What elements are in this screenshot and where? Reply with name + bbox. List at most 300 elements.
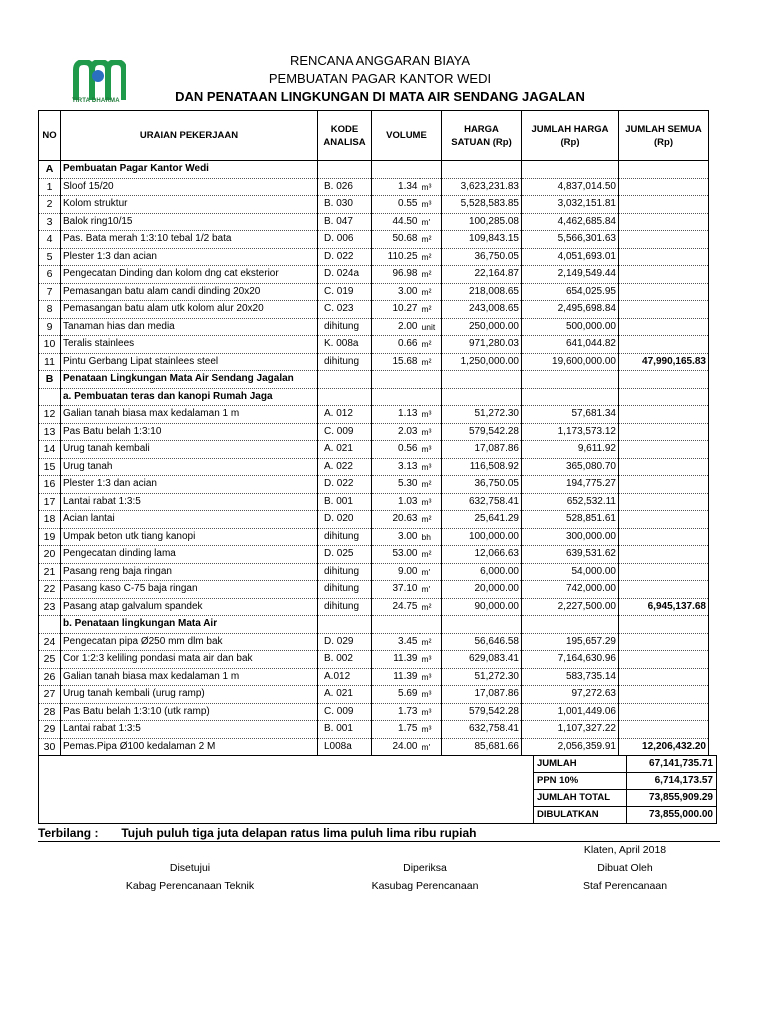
row-unit: m³ bbox=[420, 406, 442, 424]
row-no: 18 bbox=[39, 511, 61, 529]
table-row bbox=[39, 301, 709, 319]
row-harga-satuan: 632,758.41 bbox=[442, 493, 522, 511]
table-row bbox=[39, 371, 709, 389]
row-kode: dihitung bbox=[318, 528, 372, 546]
row-desc: Plester 1:3 dan acian bbox=[61, 476, 318, 494]
row-no: 12 bbox=[39, 406, 61, 424]
row-jumlah-semua bbox=[619, 511, 709, 529]
table-row bbox=[39, 563, 709, 581]
row-jumlah-harga: 2,149,549.44 bbox=[522, 266, 619, 284]
row-jumlah-harga: 528,851.61 bbox=[522, 511, 619, 529]
row-no: 8 bbox=[39, 301, 61, 319]
row-harga-satuan: 243,008.65 bbox=[442, 301, 522, 319]
row-jumlah-semua bbox=[619, 668, 709, 686]
row-kode: D. 025 bbox=[318, 546, 372, 564]
row-unit: m' bbox=[420, 563, 442, 581]
row-volume: 1.34 bbox=[372, 178, 420, 196]
row-jumlah-harga: 1,107,327.22 bbox=[522, 721, 619, 739]
summary-label: DIBULATKAN bbox=[534, 807, 627, 824]
row-kode: B. 030 bbox=[318, 196, 372, 214]
row-unit: unit bbox=[420, 318, 442, 336]
table-row bbox=[39, 458, 709, 476]
row-harga-satuan: 17,087.86 bbox=[442, 441, 522, 459]
table-body bbox=[39, 161, 709, 756]
summary-label: JUMLAH TOTAL bbox=[534, 790, 627, 807]
row-jumlah-harga: 54,000.00 bbox=[522, 563, 619, 581]
row-no: 28 bbox=[39, 703, 61, 721]
row-unit: m³ bbox=[420, 668, 442, 686]
row-desc: Pengecatan pipa Ø250 mm dlm bak bbox=[61, 633, 318, 651]
row-kode: B. 002 bbox=[318, 651, 372, 669]
row-desc: Galian tanah biasa max kedalaman 1 m bbox=[61, 668, 318, 686]
row-jumlah-semua bbox=[619, 493, 709, 511]
terbilang-text: Tujuh puluh tiga juta delapan ratus lima puluh lima ribu rupiah bbox=[121, 826, 477, 840]
doc-subtitle: PEMBUATAN PAGAR KANTOR WEDI bbox=[268, 71, 492, 86]
row-jumlah-harga: 1,001,449.06 bbox=[522, 703, 619, 721]
table-row bbox=[39, 581, 709, 599]
row-harga-satuan: 6,000.00 bbox=[442, 563, 522, 581]
row-volume: 53.00 bbox=[372, 546, 420, 564]
row-unit: m² bbox=[420, 248, 442, 266]
row-jumlah-harga: 654,025.95 bbox=[522, 283, 619, 301]
table-row bbox=[39, 493, 709, 511]
row-jumlah-harga: 9,611.92 bbox=[522, 441, 619, 459]
row-unit: m² bbox=[420, 266, 442, 284]
row-unit bbox=[420, 371, 442, 389]
row-jumlah-harga: 365,080.70 bbox=[522, 458, 619, 476]
row-kode: D. 020 bbox=[318, 511, 372, 529]
table-row bbox=[39, 161, 709, 179]
row-jumlah-harga: 300,000.00 bbox=[522, 528, 619, 546]
row-harga-satuan bbox=[442, 161, 522, 179]
row-jumlah-harga bbox=[522, 616, 619, 634]
row-desc: Pasang kaso C-75 baja ringan bbox=[61, 581, 318, 599]
row-volume: 0.55 bbox=[372, 196, 420, 214]
table-row bbox=[39, 721, 709, 739]
place-date: Klaten, April 2018 bbox=[583, 844, 667, 856]
row-harga-satuan: 218,008.65 bbox=[442, 283, 522, 301]
table-row bbox=[39, 476, 709, 494]
row-harga-satuan: 5,528,583.85 bbox=[442, 196, 522, 214]
row-kode: A. 012 bbox=[318, 406, 372, 424]
table-row bbox=[39, 686, 709, 704]
row-unit bbox=[420, 616, 442, 634]
row-harga-satuan: 250,000.00 bbox=[442, 318, 522, 336]
row-kode: dihitung bbox=[318, 318, 372, 336]
row-unit: m² bbox=[420, 353, 442, 371]
row-jumlah-semua: 12,206,432.20 bbox=[619, 738, 709, 756]
row-harga-satuan: 971,280.03 bbox=[442, 336, 522, 354]
row-harga-satuan: 20,000.00 bbox=[442, 581, 522, 599]
approved-title: Disetujui bbox=[169, 862, 211, 874]
row-no: 20 bbox=[39, 546, 61, 564]
row-harga-satuan: 22,164.87 bbox=[442, 266, 522, 284]
terbilang-label: Terbilang : bbox=[38, 826, 99, 840]
row-unit: m² bbox=[420, 511, 442, 529]
row-no: 19 bbox=[39, 528, 61, 546]
row-jumlah-semua bbox=[619, 318, 709, 336]
table-row bbox=[39, 616, 709, 634]
row-volume: 96.98 bbox=[372, 266, 420, 284]
row-volume bbox=[372, 388, 420, 406]
doc-title: RENCANA ANGGARAN BIAYA bbox=[289, 53, 471, 68]
row-harga-satuan: 109,843.15 bbox=[442, 231, 522, 249]
row-kode: C. 009 bbox=[318, 423, 372, 441]
row-jumlah-semua bbox=[619, 266, 709, 284]
row-desc: Balok ring10/15 bbox=[61, 213, 318, 231]
row-harga-satuan: 579,542.28 bbox=[442, 423, 522, 441]
row-desc: Urug tanah kembali bbox=[61, 441, 318, 459]
table-row bbox=[39, 406, 709, 424]
col-kode: KODE ANALISA bbox=[318, 111, 372, 161]
row-volume: 2.00 bbox=[372, 318, 420, 336]
row-desc: Pemasangan batu alam candi dinding 20x20 bbox=[61, 283, 318, 301]
row-jumlah-semua bbox=[619, 581, 709, 599]
row-no: 26 bbox=[39, 668, 61, 686]
row-desc: Tanaman hias dan media bbox=[61, 318, 318, 336]
row-unit: m² bbox=[420, 283, 442, 301]
row-no: 6 bbox=[39, 266, 61, 284]
col-no: NO bbox=[39, 111, 61, 161]
row-harga-satuan: 1,250,000.00 bbox=[442, 353, 522, 371]
row-desc: Pasang atap galvalum spandek bbox=[61, 598, 318, 616]
row-harga-satuan: 25,641.29 bbox=[442, 511, 522, 529]
col-volume: VOLUME bbox=[372, 111, 442, 161]
row-harga-satuan: 51,272.30 bbox=[442, 406, 522, 424]
row-volume: 1.73 bbox=[372, 703, 420, 721]
row-jumlah-semua: 6,945,137.68 bbox=[619, 598, 709, 616]
row-jumlah-harga: 639,531.62 bbox=[522, 546, 619, 564]
row-jumlah-harga: 4,462,685.84 bbox=[522, 213, 619, 231]
row-desc: a. Pembuatan teras dan kanopi Rumah Jaga bbox=[61, 388, 318, 406]
row-jumlah-harga: 652,532.11 bbox=[522, 493, 619, 511]
row-desc: Pasang reng baja ringan bbox=[61, 563, 318, 581]
summary-spacer bbox=[39, 790, 534, 807]
row-harga-satuan: 90,000.00 bbox=[442, 598, 522, 616]
row-volume: 11.39 bbox=[372, 651, 420, 669]
row-kode: D. 022 bbox=[318, 248, 372, 266]
row-desc: b. Penataan lingkungan Mata Air bbox=[61, 616, 318, 634]
row-harga-satuan: 579,542.28 bbox=[442, 703, 522, 721]
row-harga-satuan: 100,000.00 bbox=[442, 528, 522, 546]
row-volume: 44.50 bbox=[372, 213, 420, 231]
row-kode: C. 023 bbox=[318, 301, 372, 319]
row-jumlah-harga: 57,681.34 bbox=[522, 406, 619, 424]
table-row bbox=[39, 546, 709, 564]
row-unit: m³ bbox=[420, 178, 442, 196]
approved-role: Kabag Perencanaan Teknik bbox=[125, 880, 255, 892]
row-jumlah-harga: 195,657.29 bbox=[522, 633, 619, 651]
row-volume: 3.00 bbox=[372, 283, 420, 301]
table-row bbox=[39, 651, 709, 669]
row-jumlah-semua bbox=[619, 651, 709, 669]
row-harga-satuan: 629,083.41 bbox=[442, 651, 522, 669]
row-harga-satuan: 17,087.86 bbox=[442, 686, 522, 704]
row-jumlah-harga: 19,600,000.00 bbox=[522, 353, 619, 371]
row-harga-satuan: 12,066.63 bbox=[442, 546, 522, 564]
table-row bbox=[39, 336, 709, 354]
row-no: 15 bbox=[39, 458, 61, 476]
row-jumlah-harga bbox=[522, 161, 619, 179]
row-unit: m³ bbox=[420, 493, 442, 511]
row-no: 21 bbox=[39, 563, 61, 581]
row-jumlah-harga: 2,495,698.84 bbox=[522, 301, 619, 319]
row-desc: Lantai rabat 1:3:5 bbox=[61, 493, 318, 511]
col-jumlah-semua: JUMLAH SEMUA (Rp) bbox=[619, 111, 709, 161]
row-desc: Pas Batu belah 1:3:10 (utk ramp) bbox=[61, 703, 318, 721]
row-jumlah-semua bbox=[619, 458, 709, 476]
row-no: 5 bbox=[39, 248, 61, 266]
table-row bbox=[39, 213, 709, 231]
document-header bbox=[0, 52, 768, 112]
table-row bbox=[39, 703, 709, 721]
row-kode: A.012 bbox=[318, 668, 372, 686]
row-desc: Teralis stainlees bbox=[61, 336, 318, 354]
row-volume: 24.75 bbox=[372, 598, 420, 616]
row-jumlah-semua bbox=[619, 633, 709, 651]
row-desc: Pembuatan Pagar Kantor Wedi bbox=[61, 161, 318, 179]
row-volume: 110.25 bbox=[372, 248, 420, 266]
col-jumlah-harga: JUMLAH HARGA (Rp) bbox=[522, 111, 619, 161]
row-kode: C. 009 bbox=[318, 703, 372, 721]
row-unit: m² bbox=[420, 633, 442, 651]
row-kode bbox=[318, 616, 372, 634]
row-jumlah-semua bbox=[619, 703, 709, 721]
row-desc: Urug tanah kembali (urug ramp) bbox=[61, 686, 318, 704]
row-no: 17 bbox=[39, 493, 61, 511]
row-jumlah-semua bbox=[619, 686, 709, 704]
row-jumlah-semua bbox=[619, 336, 709, 354]
row-jumlah-harga: 97,272.63 bbox=[522, 686, 619, 704]
row-desc: Urug tanah bbox=[61, 458, 318, 476]
row-jumlah-semua: 47,990,165.83 bbox=[619, 353, 709, 371]
row-desc: Pengecatan Dinding dan kolom dng cat eksterior bbox=[61, 266, 318, 284]
row-unit: m³ bbox=[420, 703, 442, 721]
row-harga-satuan: 36,750.05 bbox=[442, 248, 522, 266]
table-row bbox=[39, 231, 709, 249]
row-unit: m² bbox=[420, 598, 442, 616]
table-row bbox=[39, 318, 709, 336]
row-unit: m³ bbox=[420, 721, 442, 739]
doc-subtitle-2: DAN PENATAAN LINGKUNGAN DI MATA AIR SENDANG JAGALAN bbox=[175, 89, 585, 104]
row-no: 10 bbox=[39, 336, 61, 354]
row-harga-satuan: 56,646.58 bbox=[442, 633, 522, 651]
row-unit: m³ bbox=[420, 686, 442, 704]
row-jumlah-semua bbox=[619, 476, 709, 494]
row-jumlah-semua bbox=[619, 563, 709, 581]
table-row bbox=[39, 511, 709, 529]
row-harga-satuan: 36,750.05 bbox=[442, 476, 522, 494]
row-jumlah-harga: 641,044.82 bbox=[522, 336, 619, 354]
row-volume: 3.00 bbox=[372, 528, 420, 546]
row-volume: 10.27 bbox=[372, 301, 420, 319]
row-kode: A. 021 bbox=[318, 686, 372, 704]
row-no: 2 bbox=[39, 196, 61, 214]
row-unit: m² bbox=[420, 476, 442, 494]
row-harga-satuan: 632,758.41 bbox=[442, 721, 522, 739]
table-row bbox=[39, 196, 709, 214]
row-kode: B. 026 bbox=[318, 178, 372, 196]
row-kode: dihitung bbox=[318, 563, 372, 581]
col-uraian: URAIAN PEKERJAAN bbox=[61, 111, 318, 161]
row-unit: m³ bbox=[420, 441, 442, 459]
row-unit: m³ bbox=[420, 651, 442, 669]
row-kode: A. 022 bbox=[318, 458, 372, 476]
row-no: 25 bbox=[39, 651, 61, 669]
checked-role: Kasubag Perencanaan bbox=[371, 880, 479, 892]
row-jumlah-harga: 5,566,301.63 bbox=[522, 231, 619, 249]
row-desc: Penataan Lingkungan Mata Air Sendang Jagalan bbox=[61, 371, 318, 389]
row-unit: bh bbox=[420, 528, 442, 546]
table-row bbox=[39, 283, 709, 301]
row-kode bbox=[318, 388, 372, 406]
terbilang-line bbox=[38, 824, 720, 842]
row-jumlah-harga: 3,032,151.81 bbox=[522, 196, 619, 214]
row-volume: 1.75 bbox=[372, 721, 420, 739]
row-jumlah-harga: 4,837,014.50 bbox=[522, 178, 619, 196]
row-unit bbox=[420, 161, 442, 179]
row-no bbox=[39, 616, 61, 634]
row-kode: dihitung bbox=[318, 353, 372, 371]
row-no: 23 bbox=[39, 598, 61, 616]
row-no: 11 bbox=[39, 353, 61, 371]
row-kode: D. 022 bbox=[318, 476, 372, 494]
budget-table bbox=[38, 110, 709, 756]
row-unit: m² bbox=[420, 546, 442, 564]
row-jumlah-semua bbox=[619, 371, 709, 389]
row-harga-satuan: 85,681.66 bbox=[442, 738, 522, 756]
row-jumlah-semua bbox=[619, 248, 709, 266]
row-volume: 3.45 bbox=[372, 633, 420, 651]
row-no: 16 bbox=[39, 476, 61, 494]
row-kode: dihitung bbox=[318, 581, 372, 599]
summary-value: 73,855,000.00 bbox=[627, 807, 717, 824]
row-volume bbox=[372, 616, 420, 634]
row-desc: Kolom struktur bbox=[61, 196, 318, 214]
row-jumlah-semua bbox=[619, 441, 709, 459]
row-no: 22 bbox=[39, 581, 61, 599]
row-unit: m² bbox=[420, 301, 442, 319]
row-no: 9 bbox=[39, 318, 61, 336]
row-harga-satuan bbox=[442, 371, 522, 389]
row-harga-satuan: 116,508.92 bbox=[442, 458, 522, 476]
row-desc: Acian lantai bbox=[61, 511, 318, 529]
row-jumlah-semua bbox=[619, 231, 709, 249]
row-desc: Umpak beton utk tiang kanopi bbox=[61, 528, 318, 546]
row-jumlah-harga bbox=[522, 371, 619, 389]
row-harga-satuan bbox=[442, 616, 522, 634]
table-row bbox=[39, 598, 709, 616]
row-no: 24 bbox=[39, 633, 61, 651]
row-unit: m³ bbox=[420, 196, 442, 214]
row-jumlah-semua bbox=[619, 423, 709, 441]
row-kode: B. 001 bbox=[318, 721, 372, 739]
made-role: Staf Perencanaan bbox=[582, 880, 668, 892]
row-desc: Cor 1:2:3 keliling pondasi mata air dan bak bbox=[61, 651, 318, 669]
row-kode: L008a bbox=[318, 738, 372, 756]
row-jumlah-semua bbox=[619, 161, 709, 179]
row-unit: m' bbox=[420, 738, 442, 756]
row-jumlah-harga: 1,173,573.12 bbox=[522, 423, 619, 441]
row-kode: C. 019 bbox=[318, 283, 372, 301]
row-volume bbox=[372, 371, 420, 389]
row-harga-satuan: 100,285.08 bbox=[442, 213, 522, 231]
row-volume: 0.56 bbox=[372, 441, 420, 459]
row-jumlah-harga bbox=[522, 388, 619, 406]
logo-text: TIRTA DHARMA bbox=[72, 98, 120, 104]
table-header-row bbox=[39, 111, 709, 161]
row-unit: m³ bbox=[420, 423, 442, 441]
summary-value: 73,855,909.29 bbox=[627, 790, 717, 807]
summary-row bbox=[39, 807, 717, 824]
row-harga-satuan bbox=[442, 388, 522, 406]
row-no: 1 bbox=[39, 178, 61, 196]
row-jumlah-semua bbox=[619, 406, 709, 424]
checked-title: Diperiksa bbox=[403, 862, 447, 874]
row-volume: 1.03 bbox=[372, 493, 420, 511]
table-row bbox=[39, 633, 709, 651]
row-kode: D. 029 bbox=[318, 633, 372, 651]
row-no: 27 bbox=[39, 686, 61, 704]
table-row bbox=[39, 266, 709, 284]
row-volume: 24.00 bbox=[372, 738, 420, 756]
row-volume: 11.39 bbox=[372, 668, 420, 686]
table-row bbox=[39, 441, 709, 459]
row-unit: m² bbox=[420, 231, 442, 249]
row-no: 14 bbox=[39, 441, 61, 459]
row-volume: 5.30 bbox=[372, 476, 420, 494]
row-volume: 3.13 bbox=[372, 458, 420, 476]
row-volume: 50.68 bbox=[372, 231, 420, 249]
row-jumlah-harga: 7,164,630.96 bbox=[522, 651, 619, 669]
row-kode bbox=[318, 161, 372, 179]
row-desc: Pengecatan dinding lama bbox=[61, 546, 318, 564]
row-jumlah-harga: 4,051,693.01 bbox=[522, 248, 619, 266]
row-volume: 37.10 bbox=[372, 581, 420, 599]
row-desc: Galian tanah biasa max kedalaman 1 m bbox=[61, 406, 318, 424]
row-jumlah-harga: 742,000.00 bbox=[522, 581, 619, 599]
row-jumlah-harga: 2,227,500.00 bbox=[522, 598, 619, 616]
col-harga-satuan: HARGA SATUAN (Rp) bbox=[442, 111, 522, 161]
row-no: 13 bbox=[39, 423, 61, 441]
row-jumlah-harga: 2,056,359.91 bbox=[522, 738, 619, 756]
row-desc: Pas Batu belah 1:3:10 bbox=[61, 423, 318, 441]
row-no: A bbox=[39, 161, 61, 179]
row-jumlah-harga: 194,775.27 bbox=[522, 476, 619, 494]
row-no: 7 bbox=[39, 283, 61, 301]
row-jumlah-semua bbox=[619, 388, 709, 406]
row-jumlah-harga: 583,735.14 bbox=[522, 668, 619, 686]
row-desc: Pemasangan batu alam utk kolom alur 20x20 bbox=[61, 301, 318, 319]
row-volume: 9.00 bbox=[372, 563, 420, 581]
row-kode: dihitung bbox=[318, 598, 372, 616]
row-desc: Plester 1:3 dan acian bbox=[61, 248, 318, 266]
row-kode bbox=[318, 371, 372, 389]
summary-row bbox=[39, 773, 717, 790]
table-row bbox=[39, 178, 709, 196]
row-harga-satuan: 51,272.30 bbox=[442, 668, 522, 686]
row-no bbox=[39, 388, 61, 406]
row-kode: B. 001 bbox=[318, 493, 372, 511]
table-row bbox=[39, 248, 709, 266]
row-no: 29 bbox=[39, 721, 61, 739]
row-kode: D. 024a bbox=[318, 266, 372, 284]
row-volume: 15.68 bbox=[372, 353, 420, 371]
row-jumlah-harga: 500,000.00 bbox=[522, 318, 619, 336]
row-no: 3 bbox=[39, 213, 61, 231]
row-unit: m' bbox=[420, 213, 442, 231]
row-jumlah-semua bbox=[619, 213, 709, 231]
